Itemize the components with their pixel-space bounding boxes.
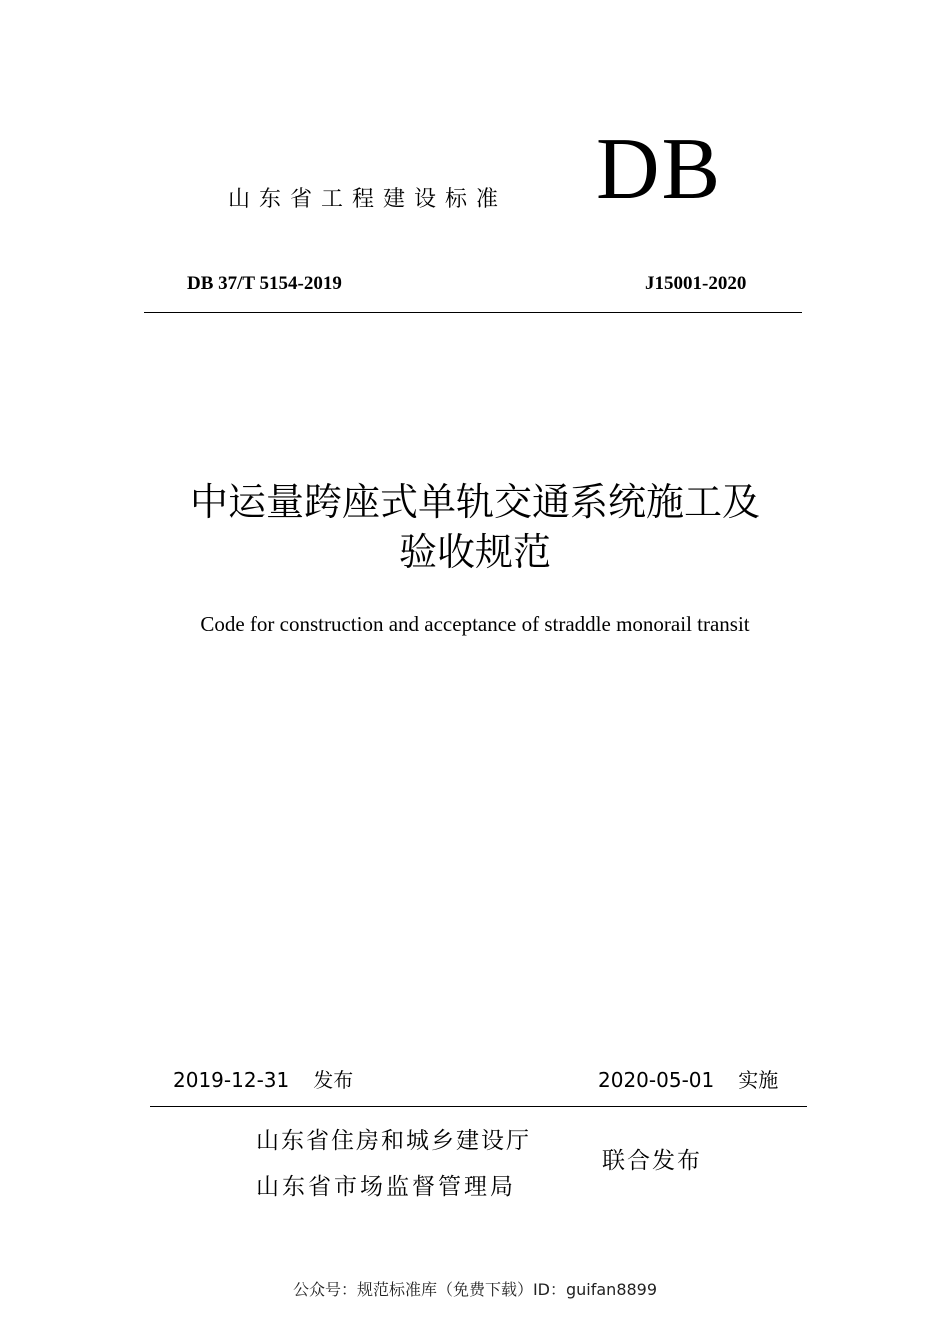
issuer-market-regulation: 山东省市场监督管理局	[256, 1174, 516, 1200]
db-mark: DB	[596, 121, 723, 218]
title-zh-line-1: 中运量跨座式单轨交通系统施工及	[189, 480, 760, 524]
release-label: 发布	[313, 1068, 354, 1092]
release-date: 2019-12-31	[173, 1068, 290, 1092]
footer-watermark-text: 公众号：规范标准库（免费下载）ID：guifan8899	[292, 1280, 658, 1299]
title-zh-line-2: 验收规范	[398, 530, 551, 574]
joint-release-label: 联合发布	[602, 1148, 702, 1174]
effective-date: 2020-05-01	[598, 1068, 715, 1092]
document-title-zh	[80, 477, 870, 577]
top-divider	[144, 312, 802, 313]
record-code: J15001-2020	[645, 273, 747, 294]
issuer-housing-department: 山东省住房和城乡建设厅	[256, 1128, 531, 1154]
release-info	[173, 1064, 353, 1093]
standard-code: DB 37/T 5154-2019	[187, 273, 342, 294]
bottom-divider	[150, 1106, 807, 1107]
effective-label: 实施	[738, 1068, 779, 1092]
standard-type-label: 山东省工程建设标准	[228, 187, 508, 212]
effective-info	[598, 1064, 778, 1093]
document-title-en: Code for construction and acceptance of straddle monorail transit	[200, 612, 750, 636]
